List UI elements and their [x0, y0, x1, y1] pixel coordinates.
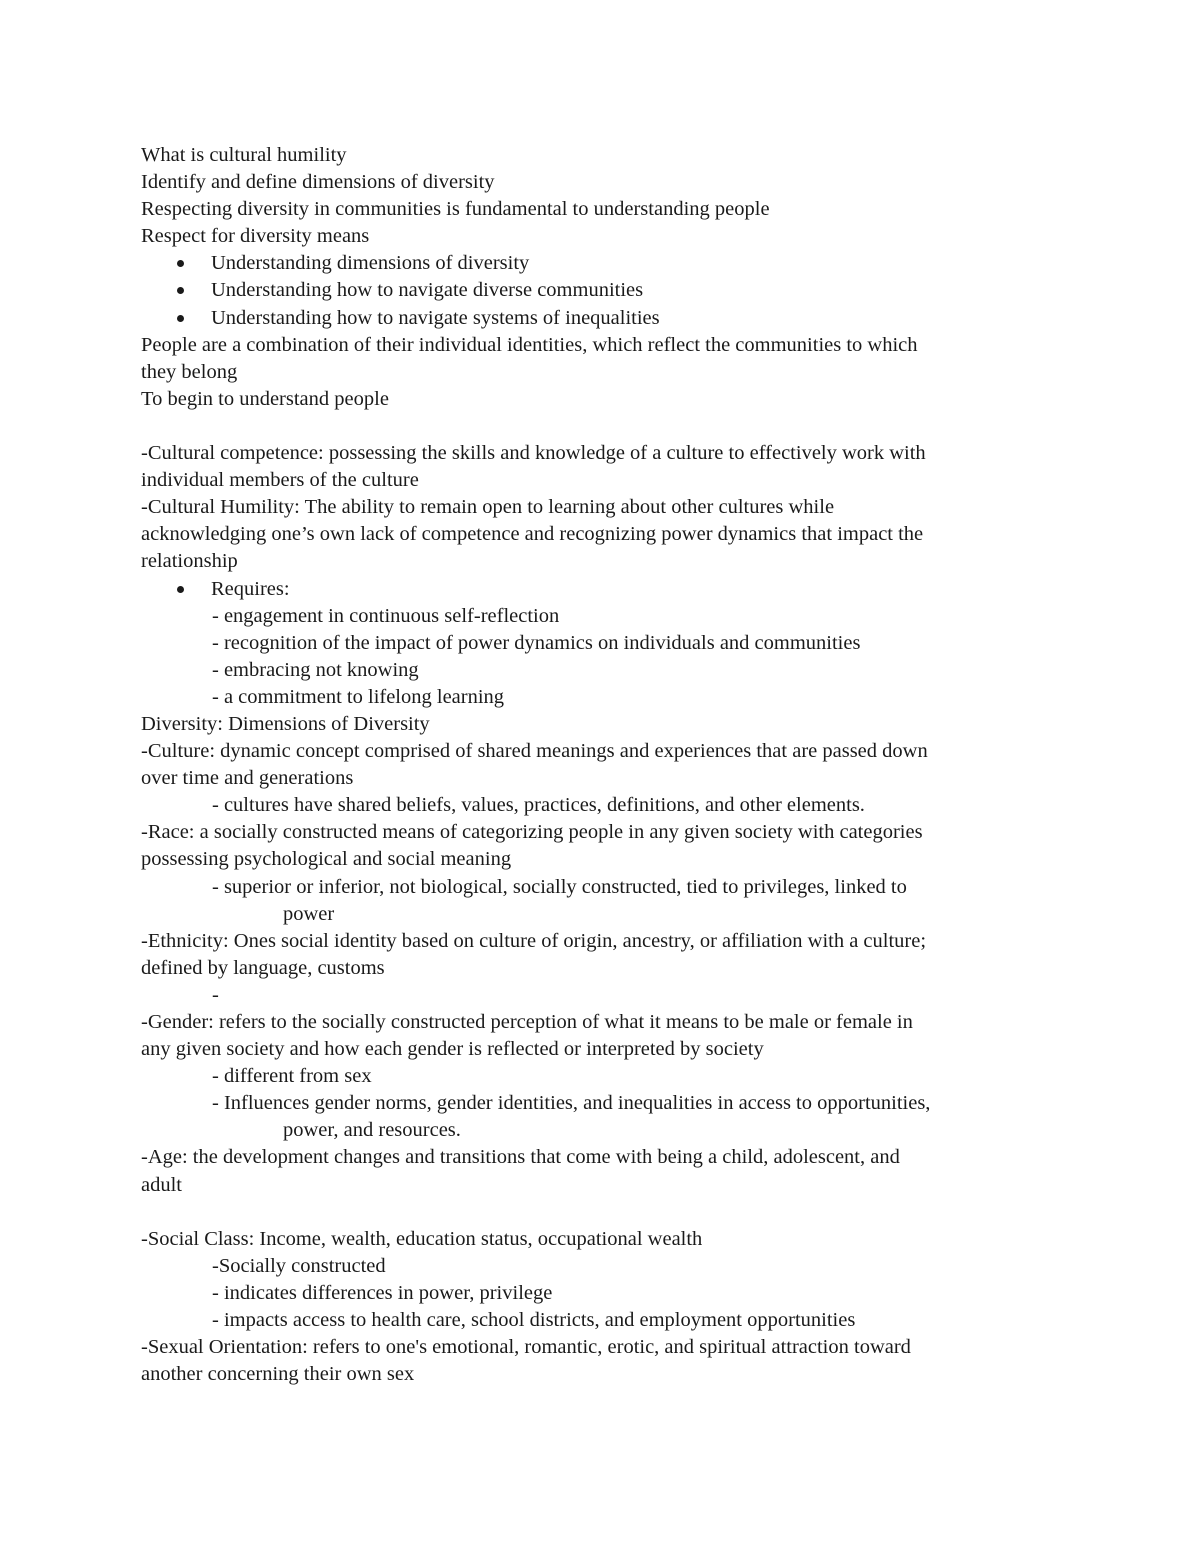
text-line: -Age: the development changes and transitions that come with being a child, adolescent, and — [141, 1146, 900, 1169]
bullet-item: Understanding dimensions of diversity — [141, 250, 1051, 277]
blank-line — [141, 413, 1051, 440]
text-line: -Social Class: Income, wealth, education status, occupational wealth — [141, 1227, 703, 1250]
text-line: individual members of the culture — [141, 469, 419, 492]
text-line: To begin to understand people — [141, 387, 389, 410]
text-line: any given society and how each gender is reflected or interpreted by society — [141, 1038, 764, 1061]
text-line: Identify and define dimensions of diversity — [141, 171, 495, 194]
text-line: Respecting diversity in communities is fundamental to understanding people — [141, 198, 770, 221]
text-line: possessing psychological and social meaning — [141, 848, 512, 871]
text-line: defined by language, customs — [141, 956, 385, 979]
text-line: they belong — [141, 360, 238, 383]
text-line: People are a combination of their individual identities, which reflect the communities to which — [141, 333, 918, 356]
text-line: over time and generations — [141, 767, 354, 790]
text-line: another concerning their own sex — [141, 1363, 415, 1386]
text-line: Respect for diversity means — [141, 225, 370, 248]
text-line: -Sexual Orientation: refers to one's emotional, romantic, erotic, and spiritual attraction toward — [141, 1336, 911, 1359]
sub-item: - indicates differences in power, privilege — [212, 1281, 553, 1304]
sub-item: - cultures have shared beliefs, values, practices, definitions, and other elements. — [212, 794, 865, 817]
blank-line — [141, 1199, 1051, 1226]
sub-item: - superior or inferior, not biological, socially constructed, tied to privileges, linked to — [212, 875, 907, 898]
sub-item-continued: power, and resources. — [283, 1119, 461, 1142]
text-line: -Culture: dynamic concept comprised of shared meanings and experiences that are passed down — [141, 740, 928, 763]
sub-item: - a commitment to lifelong learning — [212, 685, 505, 708]
sub-item: - different from sex — [212, 1065, 372, 1088]
text-line: -Gender: refers to the socially constructed perception of what it means to be male or female in — [141, 1011, 913, 1033]
bullet-item: Understanding how to navigate diverse communities — [141, 277, 1051, 304]
bullet-item: Requires: — [141, 576, 1051, 603]
heading-line: What is cultural humility — [141, 144, 347, 166]
document-body — [141, 142, 1051, 1388]
text-line: -Ethnicity: Ones social identity based on culture of origin, ancestry, or affiliation with a culture; — [141, 929, 927, 952]
sub-item: - engagement in continuous self-reflection — [212, 604, 560, 627]
sub-item-continued: power — [283, 902, 335, 925]
text-line: -Race: a socially constructed means of categorizing people in any given society with categories — [141, 821, 923, 844]
sub-item: - embracing not knowing — [212, 658, 419, 681]
text-line: -Cultural Humility: The ability to remain open to learning about other cultures while — [141, 496, 835, 519]
sub-item: - — [212, 983, 219, 1006]
sub-item: -Socially constructed — [212, 1254, 386, 1277]
sub-item: - impacts access to health care, school districts, and employment opportunities — [212, 1309, 856, 1332]
text-line: acknowledging one’s own lack of competence and recognizing power dynamics that impact the — [141, 523, 924, 546]
sub-item: - recognition of the impact of power dynamics on individuals and communities — [212, 631, 861, 654]
section-heading: Diversity: Dimensions of Diversity — [141, 712, 430, 735]
sub-item: - Influences gender norms, gender identities, and inequalities in access to opportunities, — [212, 1092, 931, 1115]
text-line: relationship — [141, 550, 238, 573]
text-line: adult — [141, 1173, 182, 1196]
bullet-item: Understanding how to navigate systems of inequalities — [141, 305, 1051, 332]
text-line: -Cultural competence: possessing the skills and knowledge of a culture to effectively work with — [141, 442, 926, 465]
